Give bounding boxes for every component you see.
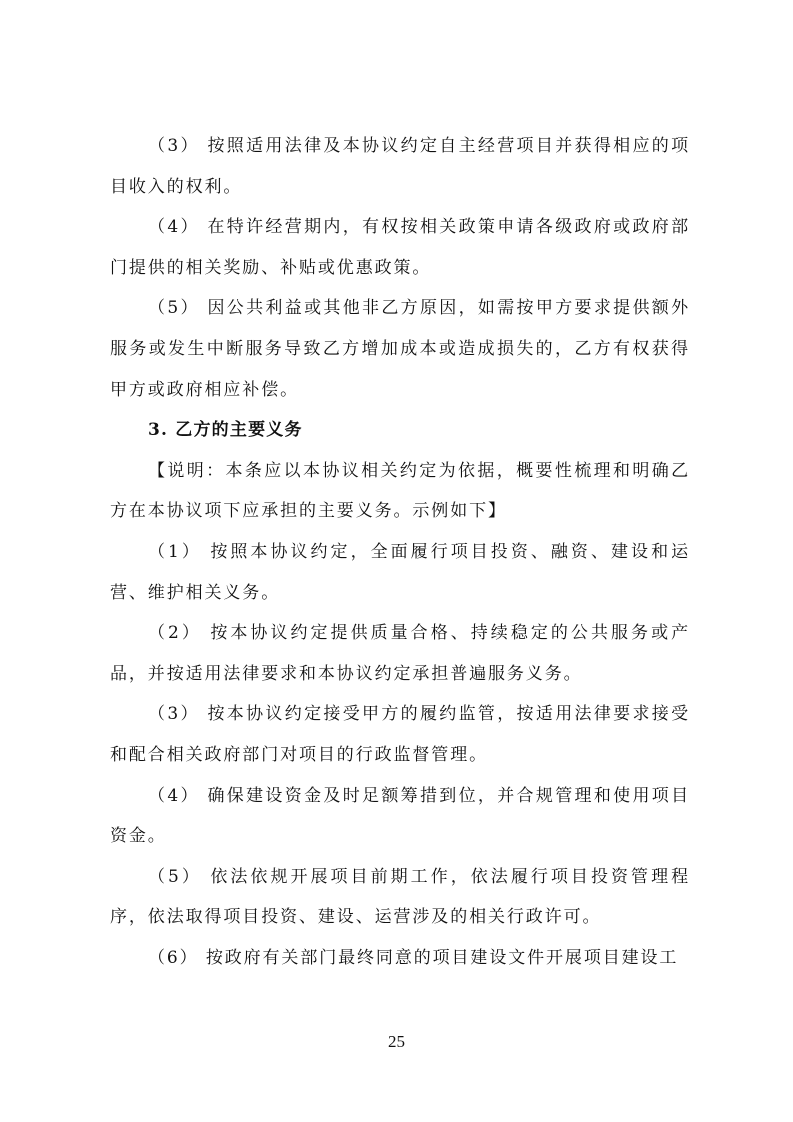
- note-paragraph: 【说明：本条应以本协议相关约定为依据，概要性梳理和明确乙方在本协议项下应承担的主要义务。示例如下】: [110, 460, 690, 522]
- paragraph-duty-3: （3） 按本协议约定接受甲方的履约监管，按适用法律要求接受和配合相关政府部门对项目的行政监督管理。: [110, 704, 690, 765]
- paragraph-duty-4: （4） 确保建设资金及时足额筹措到位，并合规管理和使用项目资金。: [110, 785, 690, 847]
- paragraph-right-5: （5） 因公共利益或其他非乙方原因，如需按甲方要求提供额外服务或发生中断服务导致乙方增加成本或造成损失的，乙方有权获得甲方或政府相应补偿。: [110, 298, 690, 400]
- paragraph-duty-2: （2） 按本协议约定提供质量合格、持续稳定的公共服务或产品，并按适用法律要求和本协议约定承担普遍服务义务。: [110, 623, 690, 684]
- paragraph-duty-1: （1） 按照本协议约定，全面履行项目投资、融资、建设和运营、维护相关义务。: [110, 541, 690, 603]
- paragraph-right-4: （4） 在特许经营期内，有权按相关政策申请各级政府或政府部门提供的相关奖励、补贴或优惠政策。: [110, 217, 690, 278]
- page-body: [110, 126, 690, 978]
- page-number: 25: [388, 1032, 405, 1051]
- section-heading: 3. 乙方的主要义务: [148, 420, 303, 441]
- paragraph-duty-6: （6） 按政府有关部门最终同意的项目建设文件开展项目建设工: [148, 947, 679, 968]
- paragraph-right-3: （3） 按照适用法律及本协议约定自主经营项目并获得相应的项目收入的权利。: [110, 136, 690, 197]
- paragraph-duty-5: （5） 依法依规开展项目前期工作，依法履行项目投资管理程序，依法取得项目投资、建设、运营涉及的相关行政许可。: [110, 866, 690, 928]
